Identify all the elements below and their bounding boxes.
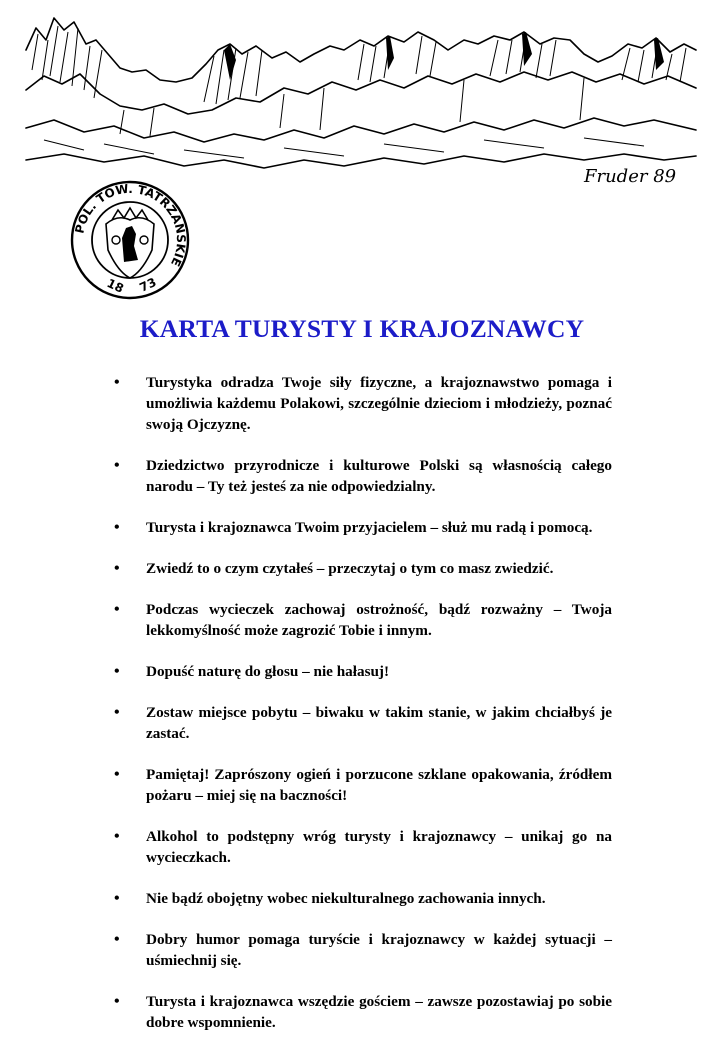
emblem-year-left: 18: [104, 276, 126, 296]
list-item: • Dziedzictwo przyrodnicze i kulturowe Polski są własnością całego narodu – Ty też jesteś za nie odpowiedzialny.: [110, 455, 612, 497]
list-item: • Turystyka odradza Twoje siły fizyczne, a krajoznawstwo pomaga i umożliwia każdemu Polakowi, szczególnie dzieciom i młodzieży, poznać swoją Ojczyznę.: [110, 372, 612, 435]
emblem-year-right: 73: [137, 274, 159, 295]
list-item: • Zwiedź to o czym czytałeś – przeczytaj o tym co masz zwiedzić.: [110, 558, 612, 579]
list-item: • Dobry humor pomaga turyście i krajoznawcy w każdej sytuacji – uśmiechnij się.: [110, 929, 612, 971]
list-item: • Turysta i krajoznawca Twoim przyjacielem – służ mu radą i pomocą.: [110, 517, 612, 538]
list-item: • Pamiętaj! Zaprószony ogień i porzucone szklane opakowania, źródłem pożaru – miej się na baczności!: [110, 764, 612, 806]
list-item: • Podczas wycieczek zachowaj ostrożność, bądź rozważny – Twoja lekkomyślność może zagrozić Tobie i innym.: [110, 599, 612, 641]
list-item: • Zostaw miejsce pobytu – biwaku w takim stanie, w jakim chciałbyś je zastać.: [110, 702, 612, 744]
list-item: • Nie bądź obojętny wobec niekulturalnego zachowania innych.: [110, 888, 612, 909]
list-item: • Alkohol to podstępny wróg turysty i krajoznawcy – unikaj go na wycieczkach.: [110, 826, 612, 868]
emblem-ring-text: POL. TOW. TATRZAŃSKIE: [72, 181, 189, 269]
mountain-range-drawing-icon: [24, 10, 700, 198]
rules-list: [110, 372, 612, 1053]
ptt-emblem-icon: [66, 180, 194, 302]
page-title: KARTA TURYSTY I KRAJOZNAWCY: [139, 314, 585, 343]
artist-signature: Fruder 89: [584, 166, 677, 187]
list-item: • Dopuść naturę do głosu – nie hałasuj!: [110, 661, 612, 682]
list-item: • Turysta i krajoznawca wszędzie gościem – zawsze pozostawiaj po sobie dobre wspomnienie.: [110, 991, 612, 1033]
